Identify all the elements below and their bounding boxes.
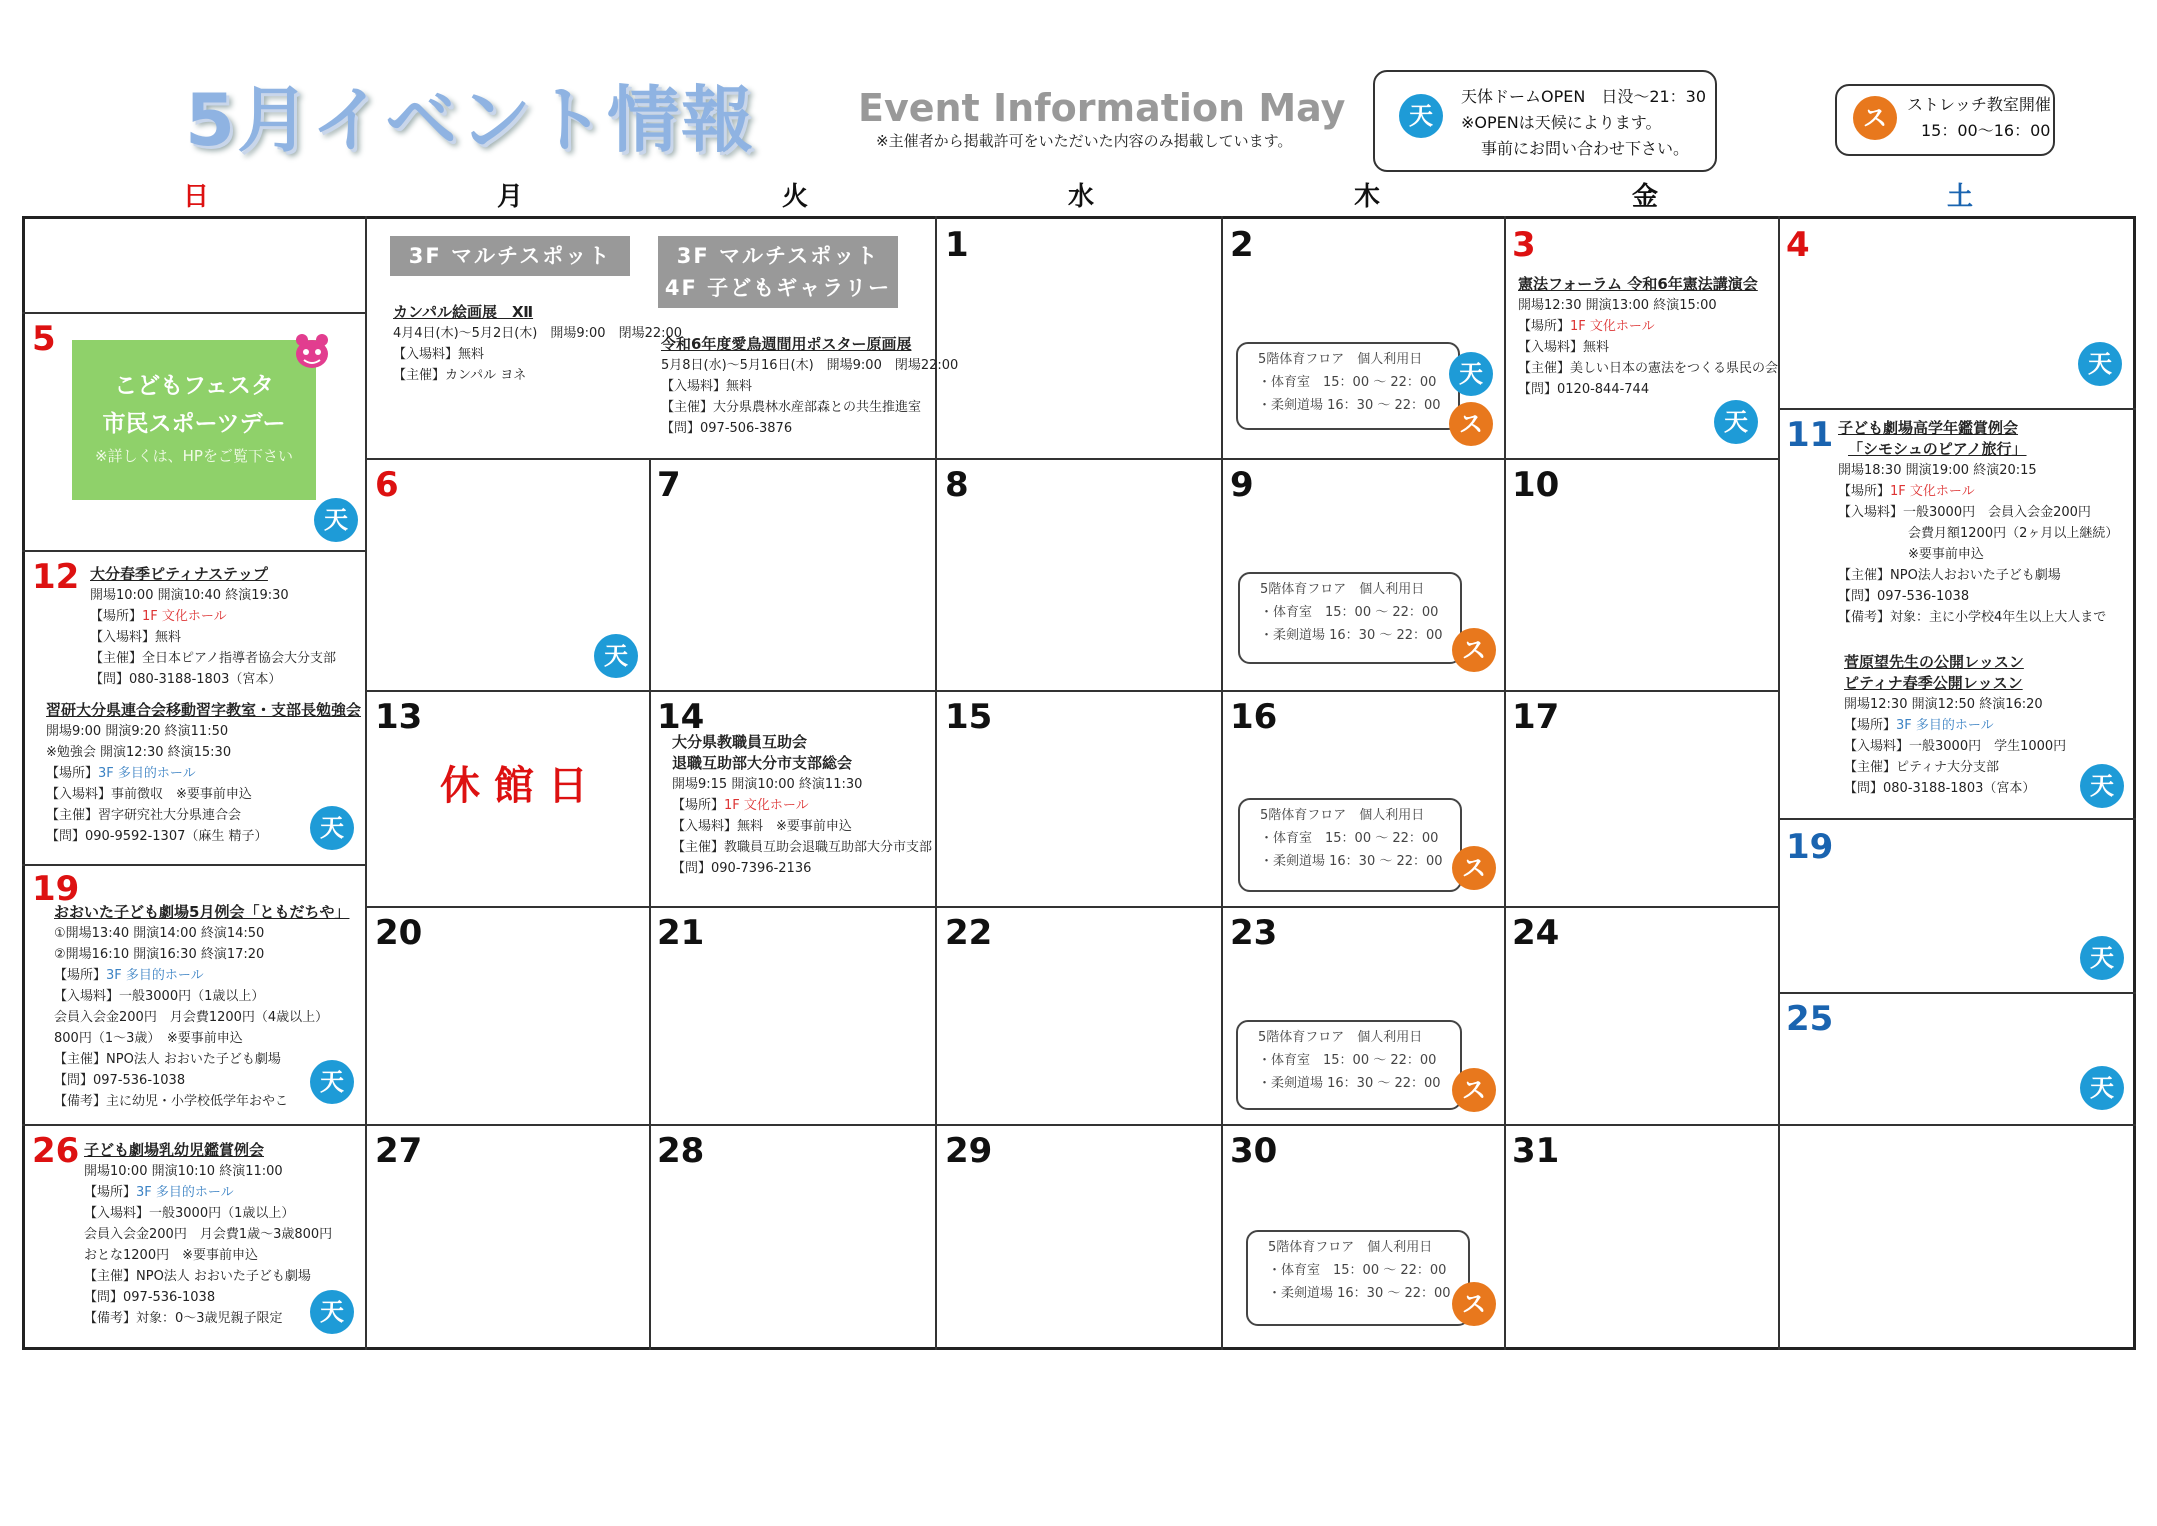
- ten-badge-icon: 天: [1449, 352, 1493, 396]
- ten-badge-icon: 天: [2080, 764, 2124, 808]
- date-6: 6: [375, 465, 399, 505]
- ten-badge-icon: 天: [1399, 94, 1443, 138]
- closed-label: 休 館 日: [440, 763, 588, 809]
- su-badge-icon: ス: [1449, 402, 1493, 446]
- date-8: 8: [945, 465, 969, 505]
- date-4: 4: [1786, 225, 1810, 265]
- date-27: 27: [375, 1131, 423, 1171]
- header-note: ※主催者から掲載許可をいただいた内容のみ掲載しています。: [876, 132, 1293, 150]
- event-shuken: 習研大分県連合会移動習字教室・支部長勉強会 開場9:00 開演9:20 終演11:50 ※勉強会 開演12:30 終演15:30 【場所】3F 多目的ホール 【入場料】事前徴収 ※要事前申込 【主催】習字研究社大分県連合会 【問】090-9592-1307（麻生 精子）: [46, 701, 362, 844]
- date-30: 30: [1230, 1131, 1278, 1171]
- date-24: 24: [1512, 913, 1560, 953]
- kids-festa-box: こどもフェスタ 市民スポーツデー ※詳しくは、HPをご覧下さい: [72, 340, 316, 500]
- ten-badge-icon: 天: [1714, 400, 1758, 444]
- page-title: 5月イベント情報: [185, 78, 756, 162]
- su-badge-icon: ス: [1452, 628, 1496, 672]
- legend-planetarium: [1373, 70, 1717, 172]
- dow-sunday: 日: [182, 182, 209, 212]
- dow-wednesday: 水: [1067, 182, 1094, 212]
- ten-badge-icon: 天: [310, 1060, 354, 1104]
- ten-badge-icon: 天: [310, 1290, 354, 1334]
- gym-box: 5階体育フロア 個人利用日 ・体育室 15：00 ～ 22：00 ・柔剣道場 16：30 ～ 22：00: [1246, 1230, 1470, 1326]
- dow-monday: 月: [496, 182, 523, 212]
- date-22: 22: [945, 913, 993, 953]
- venue-label-multispot: 3F マルチスポット: [390, 236, 630, 276]
- date-19-sun: 19: [32, 869, 80, 909]
- gym-box: 5階体育フロア 個人利用日 ・体育室 15：00 ～ 22：00 ・柔剣道場 16：30 ～ 22：00: [1236, 342, 1460, 430]
- date-20: 20: [375, 913, 423, 953]
- gym-box: 5階体育フロア 個人利用日 ・体育室 15：00 ～ 22：00 ・柔剣道場 16：30 ～ 22：00: [1238, 798, 1462, 892]
- event-kyoin: 大分県教職員互助会 退職互助部大分市支部総会 開場9:15 開演10:00 終演11:30 【場所】1F 文化ホール 【入場料】無料 ※要事前申込 【主催】教職員互助会退職互助部大分市支部 【問】090-7396-2136: [672, 733, 933, 876]
- event-kanpal: カンパル絵画展 Ⅻ 4月4日(木)～5月2日(木) 開場9:00 閉場22:00 【入場料】無料 【主催】カンパル ヨネ: [393, 303, 683, 383]
- event-piti: 大分春季ピティナステップ 開場10:00 開演10:40 終演19:30 【場所】1F 文化ホール 【入場料】無料 【主催】全日本ピアノ指導者協会大分支部 【問】080-3188-1803（宮本）: [90, 565, 336, 687]
- date-15: 15: [945, 697, 993, 737]
- date-28: 28: [657, 1131, 705, 1171]
- event-nyuyoji: 子ども劇場乳幼児鑑賞例会 開場10:00 開演10:10 終演11:00 【場所】3F 多目的ホール 【入場料】一般3000円（1歳以上） 会員入会金200円 月会費1歳～3歳800円 おとな1200円 ※要事前申込 【主催】NPO法人 おおいた子ども劇場 【問】097-536-1038 【備考】対象：0～3歳児親子限定: [84, 1141, 333, 1326]
- date-10: 10: [1512, 465, 1560, 505]
- gym-box: 5階体育フロア 個人利用日 ・体育室 15：00 ～ 22：00 ・柔剣道場 16：30 ～ 22：00: [1236, 1020, 1462, 1110]
- gym-box: 5階体育フロア 個人利用日 ・体育室 15：00 ～ 22：00 ・柔剣道場 16：30 ～ 22：00: [1238, 572, 1462, 664]
- dow-tuesday: 火: [781, 182, 808, 212]
- ten-badge-icon: 天: [594, 634, 638, 678]
- date-31: 31: [1512, 1131, 1560, 1171]
- date-1: 1: [945, 225, 969, 265]
- ten-badge-icon: 天: [2078, 342, 2122, 386]
- dow-saturday: 土: [1946, 182, 1973, 212]
- date-26: 26: [32, 1131, 80, 1171]
- legend-ten-line2: ※OPENは天候によります。: [1461, 113, 1662, 132]
- ten-badge-icon: 天: [314, 498, 358, 542]
- legend-su-line2: 15：00～16：00: [1921, 121, 2051, 140]
- date-5: 5: [32, 319, 56, 359]
- date-9: 9: [1230, 465, 1254, 505]
- date-11: 11: [1786, 415, 1834, 455]
- legend-stretch: [1835, 84, 2055, 156]
- date-7: 7: [657, 465, 681, 505]
- mascot-icon: [290, 330, 334, 374]
- date-29: 29: [945, 1131, 993, 1171]
- date-14: 14: [657, 697, 705, 737]
- date-21: 21: [657, 913, 705, 953]
- date-23: 23: [1230, 913, 1278, 953]
- su-badge-icon: ス: [1452, 846, 1496, 890]
- ten-badge-icon: 天: [2080, 936, 2124, 980]
- venue-label-multispot-gallery: 3F マルチスポット 4F 子どもギャラリー: [658, 236, 898, 308]
- date-12: 12: [32, 557, 80, 597]
- event-tomodachi: おおいた子ども劇場5月例会「ともだちや」 ①開場13:40 開演14:00 終演14:50 ②開場16:10 開演16:30 終演17:20 【場所】3F 多目的ホール 【入場料】一般3000円（1歳以上） 会員入会金200円 月会費1200円（4歳以上） 800円（1～3歳） ※要事前申込 【主催】NPO法人 おおいた子ども劇場 【問】097-536-1038 【備考】主に幼児・小学校低学年おやこ: [54, 903, 350, 1109]
- event-chopin: 子ども劇場高学年鑑賞例会 「シモシュのピアノ旅行」 開場18:30 開演19:00 終演20:15 【場所】1F 文化ホール 【入場料】一般3000円 会員入会金200円 会費月額1200円（2ヶ月以上継続） ※要事前申込 【主催】NPO法人おおいた子ども劇場 【問】097-536-1038 【備考】対象：主に小学校4年生以上大人まで: [1838, 419, 2119, 625]
- ten-badge-icon: 天: [310, 806, 354, 850]
- page-subtitle: Event Information May: [858, 86, 1346, 130]
- su-badge-icon: ス: [1452, 1068, 1496, 1112]
- dow-friday: 金: [1631, 182, 1658, 212]
- date-13: 13: [375, 697, 423, 737]
- event-kenpo: 憲法フォーラム 令和6年憲法講演会 開場12:30 開演13:00 終演15:00 【場所】1F 文化ホール 【入場料】無料 【主催】美しい日本の憲法をつくる県民の会 【問】0120-844-744: [1518, 275, 1779, 397]
- date-2: 2: [1230, 225, 1254, 265]
- event-poster: 令和6年度愛鳥週間用ポスター原画展 5月8日(水)～5月16日(木) 開場9:00 閉場22:00 【入場料】無料 【主催】大分県農林水産部森との共生推進室 【問】097-506-3876: [661, 335, 959, 436]
- date-17: 17: [1512, 697, 1560, 737]
- date-25: 25: [1786, 999, 1834, 1039]
- su-badge-icon: ス: [1853, 96, 1897, 140]
- legend-ten-line3: 事前にお問い合わせ下さい。: [1481, 139, 1690, 158]
- su-badge-icon: ス: [1452, 1282, 1496, 1326]
- event-sugawara: 菅原望先生の公開レッスン ピティナ春季公開レッスン 開場12:30 開演12:50 終演16:20 【場所】3F 多目的ホール 【入場料】一般3000円 学生1000円 【主催】ピティナ大分支部 【問】080-3188-1803（宮本）: [1844, 653, 2067, 796]
- date-19-sat: 19: [1786, 827, 1834, 867]
- dow-thursday: 木: [1353, 182, 1380, 212]
- date-16: 16: [1230, 697, 1278, 737]
- date-3: 3: [1512, 225, 1536, 265]
- legend-ten-line1: 天体ドームOPEN 日没～21：30: [1461, 87, 1707, 106]
- ten-badge-icon: 天: [2080, 1066, 2124, 1110]
- legend-su-line1: ストレッチ教室開催: [1907, 95, 2051, 114]
